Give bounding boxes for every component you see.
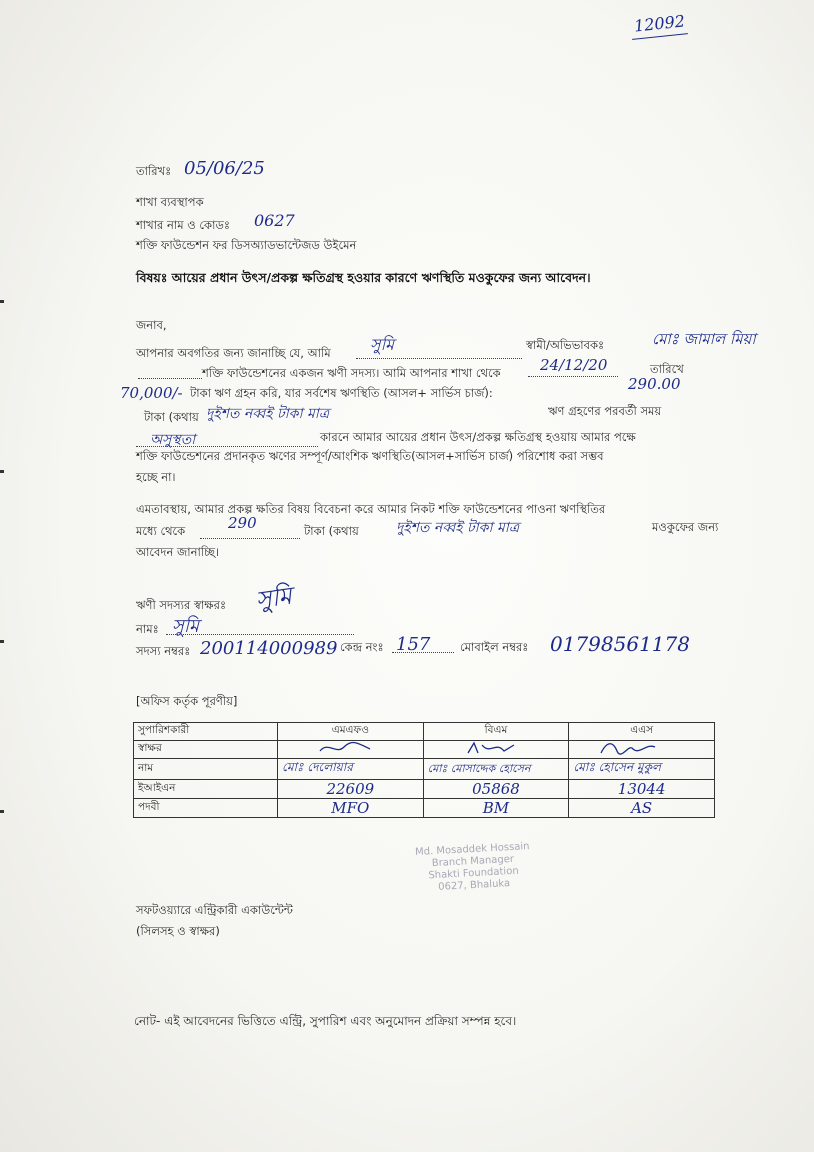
seal-line: Branch Manager [431, 853, 515, 870]
table-header-cell: সুপারিশকারী [134, 723, 278, 741]
mobile-number: 01798561178 [550, 632, 690, 656]
table-cell [569, 799, 715, 818]
date-suffix: তারিখে [650, 362, 684, 376]
center-label: কেন্দ্র নংঃ [340, 640, 384, 654]
table-row [134, 780, 715, 799]
binder-mark [0, 810, 4, 813]
dotted-line [166, 634, 354, 635]
dotted-line [356, 358, 522, 359]
loan-amount: 70,000/- [120, 384, 183, 402]
table-cell [423, 799, 569, 818]
waiver-in-words: দুইশত নব্বই টাকা মাত্র [396, 520, 520, 536]
branch-manager-seal [415, 841, 532, 895]
bm-name: মোঃ মোসাদ্দেক হোসেন [427, 761, 531, 775]
para2-line2-tail: মওকুফের জন্য [652, 520, 719, 534]
branch-code: 0627 [254, 211, 295, 230]
as-designation: AS [631, 799, 653, 817]
table-cell [278, 780, 424, 799]
as-name: মোঃ হোসেন মুকুল [573, 760, 661, 774]
signature-cell [278, 741, 424, 759]
para2-taka-words-label: টাকা (কথায় [304, 524, 359, 538]
member-id: 200114000989 [200, 638, 338, 659]
table-cell [569, 780, 715, 799]
accountant-label: সফটওয়্যারে এন্ট্রিকারী একাউন্টেন্ট [136, 903, 293, 917]
footer-note: নোট- এই আবেদনের ভিত্তিতে এন্ট্রি, সুপারিশ এবং অনুমোদন প্রক্রিয়া সম্পন্ন হবে। [134, 1014, 517, 1028]
table-header-cell: এএস [569, 723, 715, 741]
table-cell [569, 759, 715, 780]
mfo-name: মোঃ দেলোয়ার [282, 760, 353, 774]
para1-line4-tail: ঋণ গ্রহণের পরবর্তী সময় [548, 404, 662, 418]
as-ein: 13044 [617, 780, 666, 798]
para1-line2-text: শক্তি ফাউন্ডেশনের একজন ঋণী সদস্য। আমি আপনার শাখা থেকে [202, 366, 501, 380]
para1-line4-text: টাকা (কথায় [144, 410, 199, 424]
mfo-ein: 22609 [326, 780, 375, 798]
organization-name: শক্তি ফাউন্ডেশন ফর ডিসঅ্যাডভান্টেজড উইমেন [136, 238, 357, 252]
member-name: সুমি [172, 616, 200, 637]
dotted-line [528, 376, 618, 377]
member-signature: সুমি [253, 581, 294, 615]
mfo-designation: MFO [331, 799, 370, 817]
member-id-label: সদস্য নম্বরঃ [136, 644, 191, 658]
office-use-heading: [অফিস কর্তৃক পূরণীয়] [136, 694, 238, 708]
loan-date: 24/12/20 [540, 356, 608, 374]
table-header-row [134, 723, 715, 741]
dotted-line [392, 652, 454, 653]
para1-line3-text: টাকা ঋণ গ্রহন করি, যার সর্বশেষ ঋণস্থিতি (আসল+ সার্ভিস চার্জ): [190, 386, 493, 400]
member-name-label: নামঃ [136, 622, 159, 636]
bm-designation: BM [482, 799, 510, 817]
table-cell [423, 780, 569, 799]
center-number: 157 [396, 634, 431, 655]
guardian-name: মোঃ জামাল মিয়া [652, 330, 756, 348]
row-label: নাম [134, 759, 278, 780]
row-label: স্বাক্ষর [134, 741, 278, 759]
office-use-table [133, 722, 715, 818]
serial-number: 12092 [633, 11, 686, 36]
salutation: জনাব, [136, 318, 167, 332]
date-label: তারিখঃ [136, 164, 172, 178]
binder-mark [0, 640, 4, 643]
para2-line2-text: মধ্যে থেকে [136, 524, 186, 538]
table-row [134, 799, 715, 818]
row-label: ইআইএন [134, 780, 278, 799]
para2-line3-text: আবেদন জানাচ্ছি। [136, 545, 220, 559]
member-signature-label: ঋণী সদস্যর স্বাক্ষরঃ [136, 598, 227, 612]
table-header-cell: বিএম [423, 723, 569, 741]
para1-line5-text: কারনে আমার আয়ের প্রধান উৎস/প্রকল্প ক্ষতিগ্রস্থ হওয়ায় আমার পক্ষে [320, 430, 636, 444]
table-row [134, 741, 715, 759]
applicant-name: সুমি [370, 335, 395, 354]
para2-line1-text: এমতাবস্থায়, আমার প্রকল্প ক্ষতির বিষয় বিবেচনা করে আমার নিকট শক্তি ফাউন্ডেশনের পাওনা ঋণস্থিতির [136, 502, 606, 516]
seal-line: Shakti Foundation [428, 865, 519, 882]
para1-line7-text: হচ্ছে না। [136, 470, 176, 484]
mfo-signature-scribble [318, 741, 378, 755]
loan-balance: 290.00 [628, 375, 681, 393]
dotted-line [200, 538, 300, 539]
table-cell [278, 799, 424, 818]
binder-mark [0, 470, 4, 473]
date-value: 05/06/25 [184, 158, 265, 179]
seal-line: 0627, Bhaluka [437, 878, 511, 893]
bm-signature-scribble [464, 741, 524, 755]
binder-mark [0, 300, 4, 303]
row-label: পদবী [134, 799, 278, 818]
para1-line6-text: শক্তি ফাউন্ডেশনের প্রদানকৃত ঋণের সম্পূর্ণ/আংশিক ঋণস্থিতি(আসল+সার্ভিস চার্জ) পরিশোধ করা সম্ভব [136, 449, 604, 463]
mobile-label: মোবাইল নম্বরঃ [460, 640, 529, 654]
balance-in-words: দুইশত নব্বই টাকা মাত্র [206, 406, 330, 422]
dotted-line [138, 378, 202, 379]
table-cell [278, 759, 424, 780]
table-cell [423, 759, 569, 780]
waiver-amount: 290 [228, 514, 257, 532]
recipient-title: শাখা ব্যবস্থাপক [136, 195, 204, 209]
bm-ein: 05868 [472, 780, 520, 798]
guardian-label: স্বামী/অভিভাবকঃ [526, 338, 605, 352]
para1-line1-text: আপনার অবগতির জন্য জানাচ্ছি যে, আমি [136, 346, 331, 360]
subject-line: বিষয়ঃ আয়ের প্রধান উৎস/প্রকল্প ক্ষতিগ্রস্থ হওয়ার কারণে ঋণস্থিতি মওকুফের জন্য আবেদন। [136, 270, 591, 285]
table-row [134, 759, 715, 780]
signature-cell [423, 741, 569, 759]
table-header-cell: এমএফও [278, 723, 424, 741]
accountant-seal-note: (সিলসহ ও স্বাক্ষর) [136, 924, 220, 938]
seal-line: Md. Mosaddek Hossain [414, 841, 530, 859]
dotted-line [136, 446, 318, 447]
branch-label: শাখার নাম ও কোডঃ [136, 218, 231, 232]
reason: অসুস্থতা [150, 432, 196, 448]
as-signature-scribble [599, 741, 659, 755]
signature-cell [569, 741, 715, 759]
